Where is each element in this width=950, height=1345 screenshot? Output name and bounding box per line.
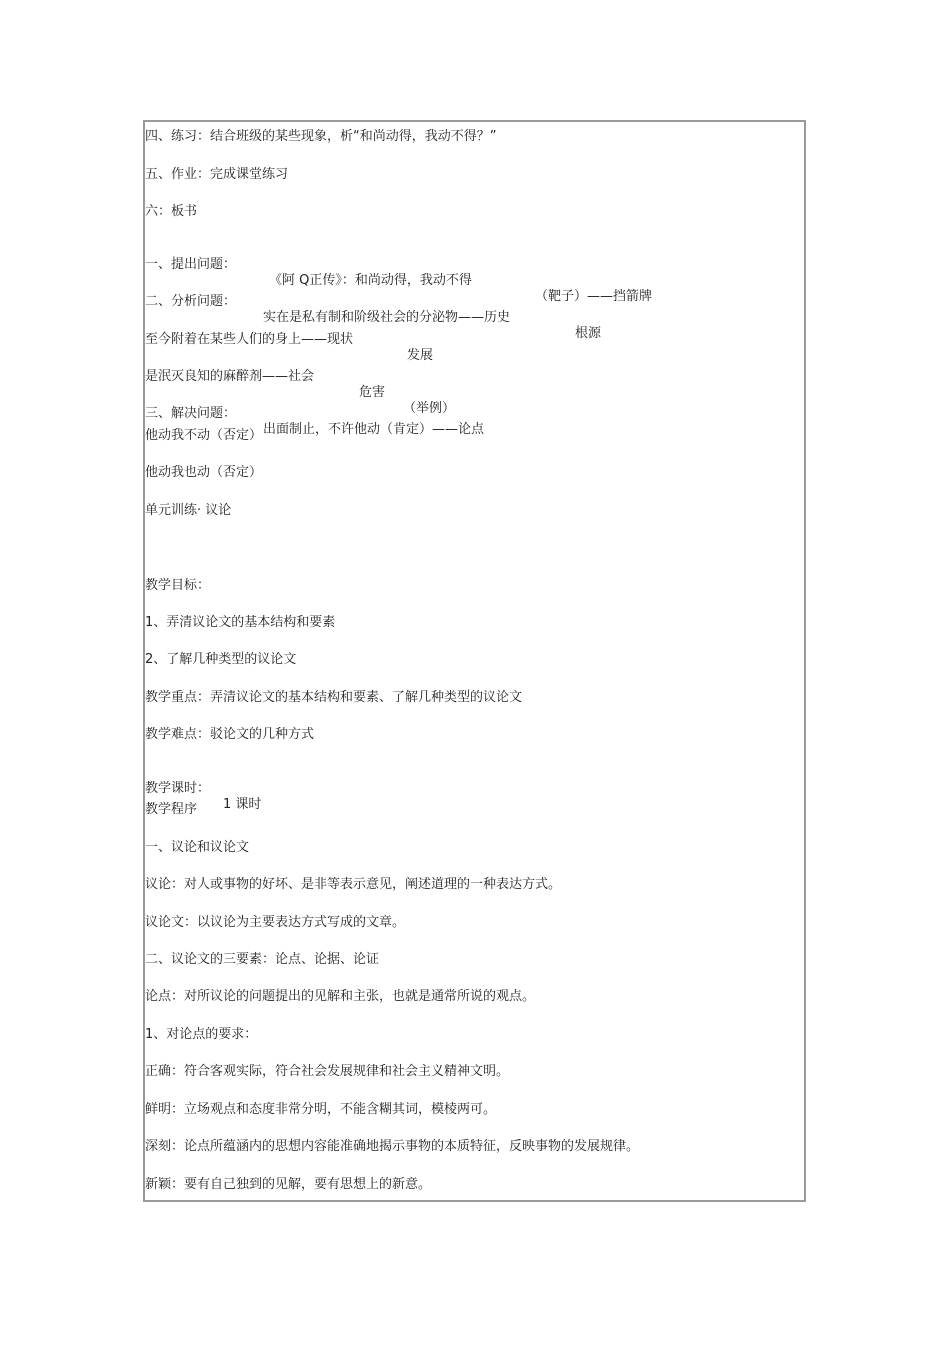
section-one-heading: 一、议论和议论文 [145, 840, 250, 855]
solve-question-label: 三、解决问题： [145, 406, 237, 421]
exercise-line: 四、练习：结合班级的某些现象，析“和尚动得，我动不得？” [145, 129, 497, 144]
analyze-question-content: 实在是私有制和阶级社会的分泌物——历史 [263, 310, 511, 325]
thesis-definition: 论点：对所议论的问题提出的见解和主张，也就是通常所说的观点。 [145, 989, 536, 1004]
raise-question-label: 一、提出问题： [145, 257, 237, 272]
negation-line-1: 他动我不动（否定） [145, 428, 263, 443]
teaching-focus: 教学重点：弄清议论文的基本结构和要素、了解几种类型的议论文 [145, 690, 523, 705]
argumentative-essay-definition: 议论文：以议论为主要表达方式写成的文章。 [145, 915, 406, 930]
argument-definition: 议论：对人或事物的好坏、是非等表示意见，阐述道理的一种表达方式。 [145, 877, 562, 892]
teaching-goal-1: 1、弄清议论文的基本结构和要素 [145, 615, 336, 630]
requirement-correct: 正确：符合客观实际，符合社会发展规律和社会主义精神文明。 [145, 1064, 510, 1079]
teaching-goal-2: 2、了解几种类型的议论文 [145, 652, 297, 667]
raise-question-content: 《阿 Q正传》：和尚动得，我动不得 [269, 273, 472, 288]
blackboard-heading: 六：板书 [145, 204, 198, 219]
teaching-difficulty: 教学难点：驳论文的几种方式 [145, 727, 315, 742]
negation-line-2: 他动我也动（否定） [145, 465, 263, 480]
thesis-requirements-heading: 1、对论点的要求： [145, 1027, 258, 1042]
requirement-clear: 鲜明：立场观点和态度非常分明，不能含糊其词，模棱两可。 [145, 1102, 497, 1117]
requirement-profound: 深刻：论点所蕴涵内的思想内容能准确地揭示事物的本质特征，反映事物的发展规律。 [145, 1139, 640, 1154]
status-development: 发展 [407, 348, 434, 363]
teaching-goals-heading: 教学目标： [145, 578, 211, 593]
requirement-novel: 新颖：要有自己独到的见解，要有思想上的新意。 [145, 1177, 432, 1192]
solve-question-content: 出面制止，不许他动（肯定）——论点 [263, 422, 485, 437]
harm-content: 是泯灭良知的麻醉剂——社会 [145, 369, 315, 384]
class-hours-label: 教学课时： [145, 781, 211, 796]
analyze-question-root: 根源 [575, 326, 602, 341]
teaching-procedure-heading: 教学程序 [145, 802, 198, 817]
raise-question-target: （靶子）——挡箭牌 [535, 289, 653, 304]
section-two-heading: 二、议论文的三要素：论点、论据、论证 [145, 952, 380, 967]
homework-line: 五、作业：完成课堂练习 [145, 167, 289, 182]
harm-label: 危害 [359, 385, 386, 400]
class-hours-value: 1 课时 [223, 797, 262, 812]
analyze-question-label: 二、分析问题： [145, 294, 237, 309]
unit-training-title: 单元训练· 议论 [145, 503, 232, 518]
status-content: 至今附着在某些人们的身上——现状 [145, 332, 354, 347]
harm-example: （举例） [403, 401, 456, 416]
